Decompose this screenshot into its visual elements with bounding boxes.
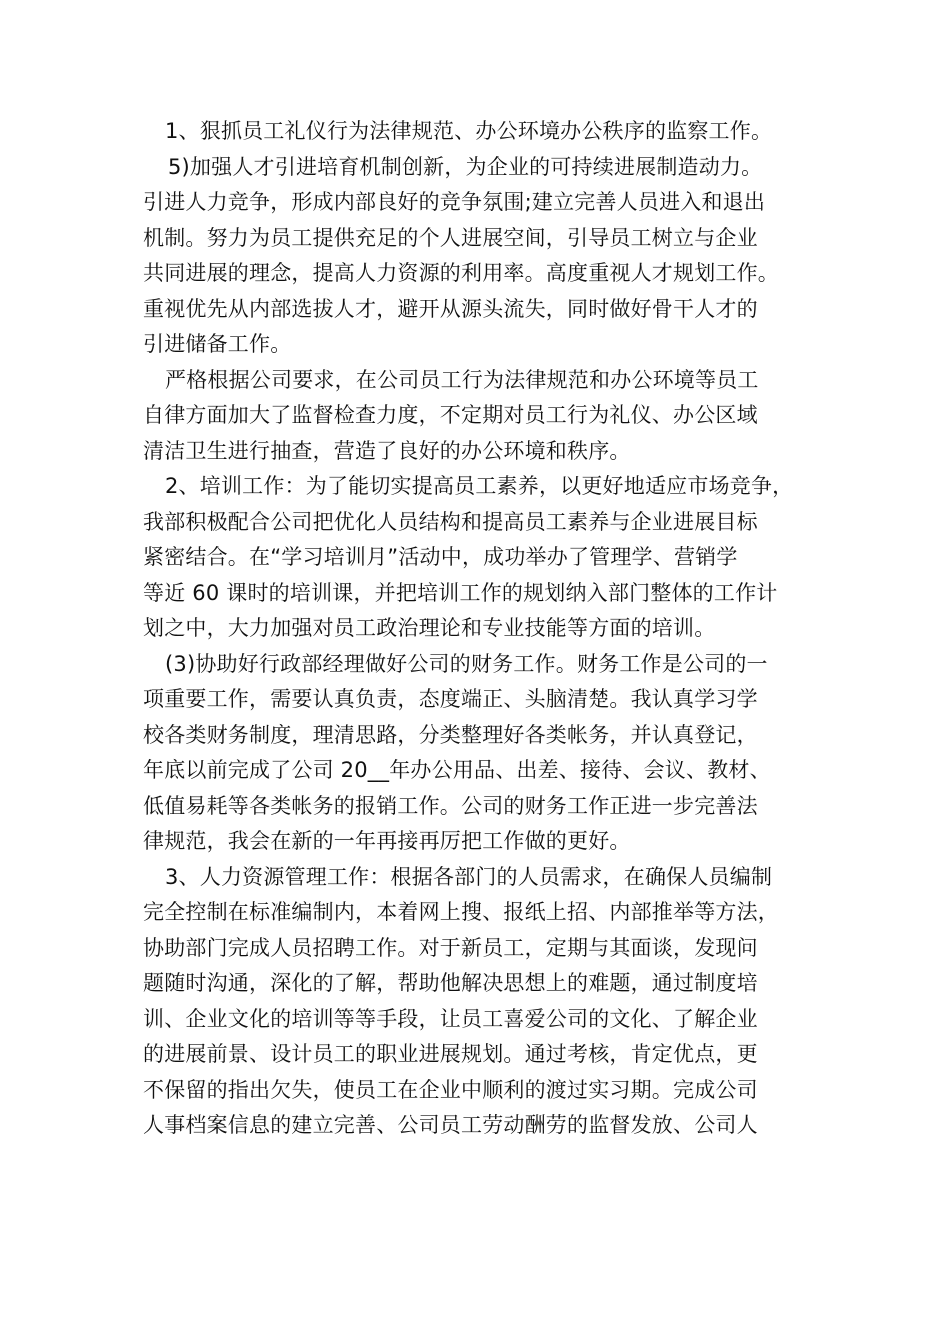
text-line: (3)协助好行政部经理做好公司的财务工作。财务工作是公司的一 [165, 651, 768, 676]
text-line: 严格根据公司要求，在公司员工行为法律规范和办公环境等员工 [165, 367, 759, 392]
text-line: 等近 60 课时的培训课，并把培训工作的规划纳入部门整体的工作计 [143, 580, 778, 605]
text-line: 完全控制在标准编制内，本着网上搜、报纸上招、内部推举等方法， [143, 900, 779, 924]
text-line: 的进展前景、设计员工的职业进展规划。通过考核，肯定优点，更 [143, 1042, 758, 1066]
text-line: 低值易耗等各类帐务的报销工作。公司的财务工作正进一步完善法 [143, 793, 758, 818]
text-line: 1、狠抓员工礼仪行为法律规范、办公环境办公秩序的监察工作。 [165, 119, 773, 143]
text-line: 共同进展的理念，提高人力资源的利用率。高度重视人才规划工作。 [143, 261, 779, 285]
text-line: 题随时沟通，深化的了解，帮助他解决思想上的难题，通过制度培 [143, 971, 758, 995]
text-line: 引进人力竞争，形成内部良好的竞争氛围;建立完善人员进入和退出 [143, 190, 766, 214]
text-line: 协助部门完成人员招聘工作。对于新员工，定期与其面谈，发现问 [143, 935, 758, 960]
text-line: 清洁卫生进行抽查，营造了良好的办公环境和秩序。 [143, 438, 631, 463]
text-line: 5)加强人才引进培育机制创新，为企业的可持续进展制造动力。 [168, 154, 763, 179]
text-line: 律规范，我会在新的一年再接再厉把工作做的更好。 [143, 829, 631, 853]
text-line: 自律方面加大了监督检查力度，不定期对员工行为礼仪、办公区域 [143, 403, 758, 427]
text-line: 训、企业文化的培训等等手段，让员工喜爱公司的文化、了解企业 [143, 1006, 758, 1031]
text-line: 3、人力资源管理工作：根据各部门的人员需求，在确保人员编制 [165, 864, 773, 889]
text-line: 机制。努力为员工提供充足的个人进展空间，引导员工树立与企业 [143, 225, 758, 250]
text-line: 年底以前完成了公司 20__年办公用品、出差、接待、会议、教材、 [143, 758, 771, 782]
text-line: 紧密结合。在“学习培训月”活动中，成功举办了管理学、营销学 [143, 545, 738, 569]
text-line: 不保留的指出欠失，使员工在企业中顺利的渡过实习期。完成公司 [143, 1077, 758, 1102]
text-line: 重视优先从内部选拔人才，避开从源头流失，同时做好骨干人才的 [143, 296, 758, 321]
text-line: 人事档案信息的建立完善、公司员工劳动酬劳的监督发放、公司人 [143, 1113, 758, 1137]
text-line: 2、培训工作：为了能切实提高员工素养，以更好地适应市场竞争， [165, 474, 794, 498]
text-line: 项重要工作，需要认真负责，态度端正、头脑清楚。我认真学习学 [143, 687, 758, 711]
text-line: 引进储备工作。 [143, 332, 292, 356]
text-line: 我部积极配合公司把优化人员结构和提高员工素养与企业进展目标 [143, 509, 758, 534]
document-body [143, 114, 818, 1144]
text-line: 校各类财务制度，理清思路，分类整理好各类帐务，并认真登记， [143, 722, 758, 747]
text-line: 划之中，大力加强对员工政治理论和专业技能等方面的培训。 [143, 616, 716, 640]
